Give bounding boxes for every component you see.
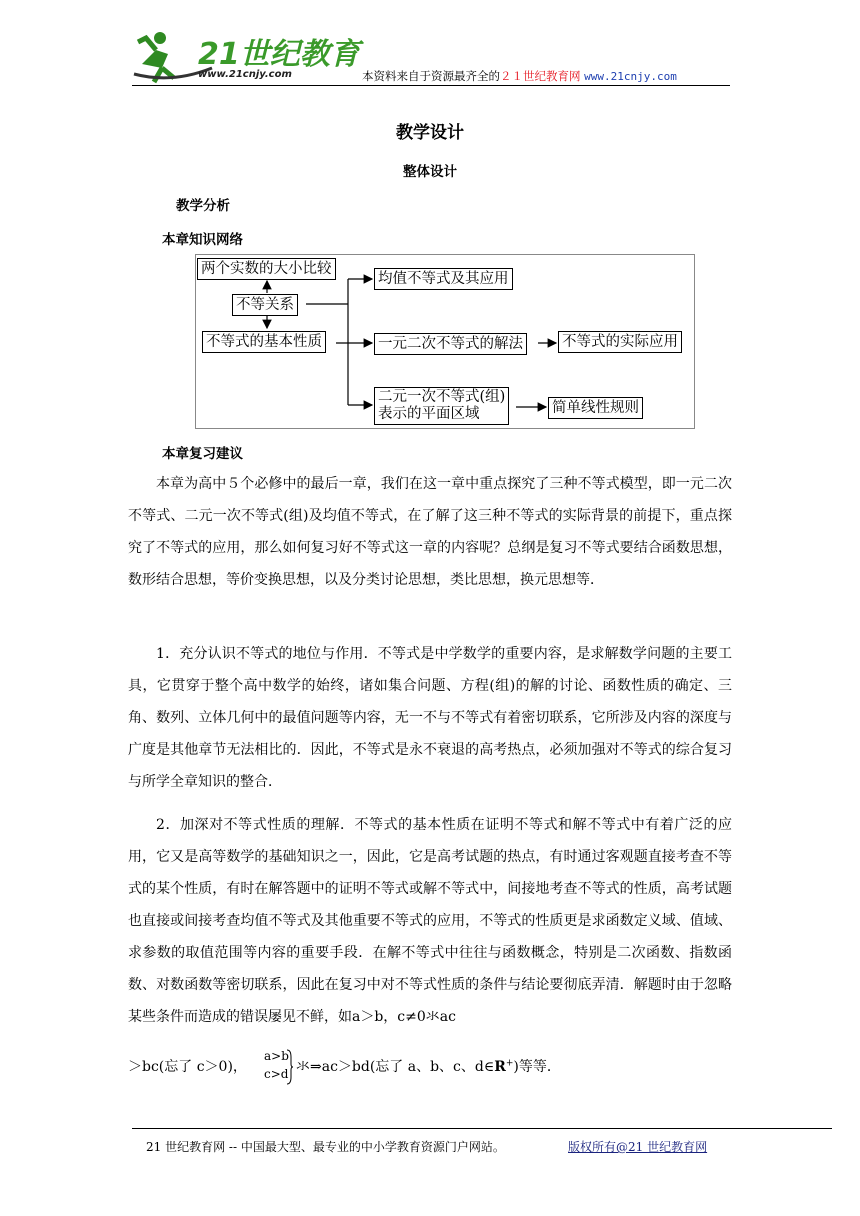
node-linear-programming: 简单线性规则 xyxy=(548,397,643,419)
source-note xyxy=(362,68,677,84)
node-compare: 两个实数的大小比较 xyxy=(197,258,336,280)
paragraph-intro: 本章为高中５个必修中的最后一章，我们在这一章中重点探究了三种不等式模型，即一元二次不等式、二元一次不等式(组)及均值不等式，在了解了这三种不等式的实际背景的前提下，重点探究了不等式的应用，那么如何复习好不等式这一章的内容呢？总纲是复习不等式要结合函数思想，数形结合思想，等价变换思想，以及分类讨论思想，类比思想，换元思想等． xyxy=(128,476,732,588)
source-site-link[interactable]: ２１世纪教育网 xyxy=(500,69,581,83)
node-plane-region xyxy=(374,387,509,425)
source-url-link[interactable]: www.21cnjy.com xyxy=(584,70,677,83)
brace-icon xyxy=(286,1049,294,1085)
formula-part2: 氺⇒ac＞bd(忘了 a、b、c、d∈R+)等等． xyxy=(296,1058,561,1075)
site-logo[interactable] xyxy=(132,24,360,86)
node-quadratic: 一元二次不等式的解法 xyxy=(374,333,527,355)
runner-logo-icon xyxy=(132,24,360,86)
paragraph-point-2 xyxy=(128,809,732,1033)
paragraph-point-2-tail: a＞b，c≠0氺ac xyxy=(352,1009,456,1025)
svg-text:www.21cnjy.com: www.21cnjy.com xyxy=(198,69,292,80)
node-mean-inequality: 均值不等式及其应用 xyxy=(374,268,513,290)
knowledge-network-diagram xyxy=(195,254,695,429)
formula-real-set: R xyxy=(494,1059,506,1075)
footer-divider xyxy=(132,1128,832,1129)
node-practical: 不等式的实际应用 xyxy=(558,331,682,353)
section-heading-review: 本章复习建议 xyxy=(162,446,243,462)
header-divider xyxy=(132,85,730,86)
paragraph-point-2-text: 2．加深对不等式性质的理解．不等式的基本性质在证明不等式和解不等式中有着广泛的应用，它又是高等数学的基础知识之一，因此，它是高考试题的热点，有时通过客观题直接考查不等式的某个性质，有时在解答题中的证明不等式或解不等式中，间接地考查不等式的性质，高考试题也直接或间接考查均值不等式及其他重要不等式的应用，不等式的性质更是求函数定义域、值域、求参数的取值范围等内容的重要手段．在解不等式中往往与函数概念，特别是二次函数、指数函数、对数函数等密切联系，因此在复习中对不等式性质的条件与结论要彻底弄清．解题时由于忽略某些条件而造成的错误屡见不鲜，如 xyxy=(128,817,732,1025)
page-subtitle: 整体设计 xyxy=(403,164,457,180)
paragraph-point-1: 1．充分认识不等式的地位与作用．不等式是中学数学的重要内容，是求解数学问题的主要工具，它贯穿于整个高中数学的始终，诸如集合问题、方程(组)的解的讨论、函数性质的确定、三角、数列、立体几何中的最值问题等内容，无一不与不等式有着密切联系，它所涉及内容的深度与广度是其他章节无法相比的．因此，不等式是永不衰退的高考热点，必须加强对不等式的综合复习与所学全章知识的整合． xyxy=(128,646,732,790)
section-heading-analysis: 教学分析 xyxy=(176,198,230,214)
page-title: 教学设计 xyxy=(396,123,464,143)
section-heading-network: 本章知识网络 xyxy=(162,232,243,248)
source-prefix: 本资料来自于资源最齐全的 xyxy=(362,69,500,83)
formula-part1: ＞bc(忘了 c＞0)， xyxy=(128,1059,247,1075)
formula-condition-bottom: c>d xyxy=(264,1067,289,1081)
node-plane-region-line2: 表示的平面区域 xyxy=(378,406,480,422)
node-plane-region-line1: 二元一次不等式(组) xyxy=(378,389,506,405)
footer-copyright-link[interactable]: 版权所有@21 世纪教育网 xyxy=(568,1140,708,1154)
formula-condition-top: a>b xyxy=(264,1049,289,1063)
svg-text:21世纪教育: 21世纪教育 xyxy=(198,37,360,72)
node-basic-property: 不等式的基本性质 xyxy=(202,331,326,353)
formula-plus: + xyxy=(505,1058,514,1069)
footer-tagline: 21 世纪教育网 -- 中国最大型、最专业的中小学教育资源门户网站。 xyxy=(146,1140,505,1154)
node-relation: 不等关系 xyxy=(232,294,298,316)
